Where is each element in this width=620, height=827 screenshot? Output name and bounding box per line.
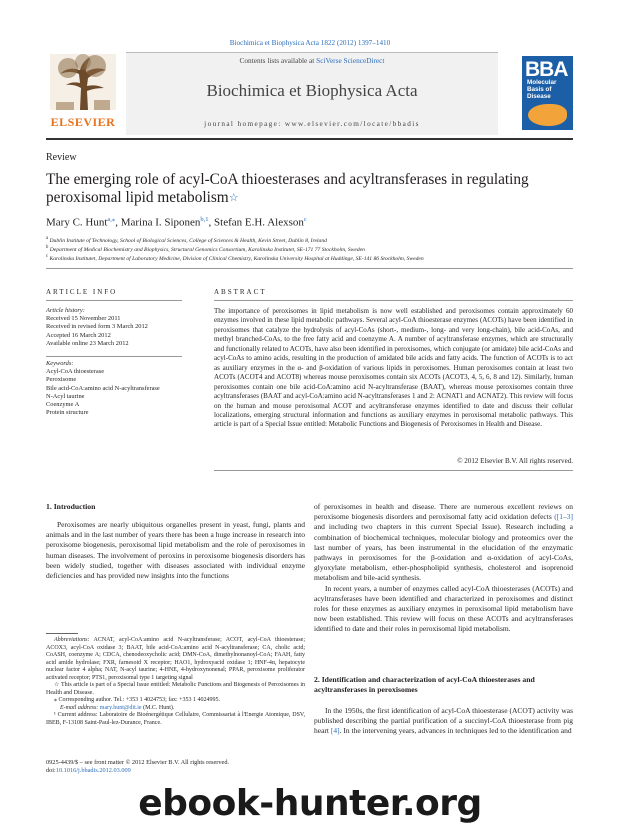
affiliation — [46, 245, 573, 253]
elsevier-tree-icon — [50, 54, 116, 110]
keyword: Coenzyme A — [46, 401, 80, 409]
email-note — [46, 705, 305, 713]
keywords-divider — [46, 356, 182, 357]
email-label: E-mail address: — [60, 704, 100, 711]
abstract-heading: ABSTRACT — [214, 288, 267, 296]
watermark-text: ebook-hunter.org — [138, 783, 482, 824]
author-affil-marker[interactable]: a,⁎ — [107, 216, 116, 223]
abbreviations-text: ACNAT, acyl-CoA:amino acid N-acyltransferase; ACOT, acyl-CoA thioesterase; ACOX3, acyl-CoA oxidase 3; BAAT, bile acid-CoA:amino acid N-acyltransferase; CA, cholic acid; CoASH, coenzyme A; CDCA, chenodeoxycholic acid; DMN-CoA, dimethylnonanoyl-CoA; FAAH, fatty acid amide hydrolase; FXR, farnesoid X receptor; HAO1, hydroxyacid oxidase 1; HNF-4α, hepatocyte nuclear factor 4 alpha; NAT, N-acyl taurine; 4-HNE, 4-hydroxynonenal; PPAR, peroxisome proliferator activated receptor; PTS1, peroxisomal type 1 targeting signal — [46, 637, 305, 681]
body-paragraph: In recent years, a number of enzymes called acyl-CoA thioesterases (ACOTs) and acyltransferases have been identified and characterized in peroxisomes and distinct roles for these enzymes as auxiliary enzymes in peroxisomal lipid metabolism have now been established. This review will focus on these ACOTs and acyltransferases identified to date and their roles in peroxisomal lipid metabolism. — [314, 583, 573, 634]
author-name[interactable]: Mary C. Hunt — [46, 216, 108, 229]
cover-subtitle — [527, 80, 556, 100]
journal-banner — [126, 52, 498, 135]
doi-label: doi: — [46, 767, 56, 774]
paragraph-text: of peroxisomes in health and disease. There are numerous excellent reviews on peroxisome biogenesis disorders and peroxisomal fatty acid oxidation defects — [314, 502, 573, 522]
section-2-paragraph — [314, 706, 573, 737]
cover-artwork — [528, 104, 567, 126]
reference-link[interactable]: ([1–3] — [554, 512, 573, 522]
introduction-paragraph — [46, 520, 305, 581]
affiliation-marker: c — [46, 254, 49, 259]
author-name[interactable]: Marina I. Siponen — [120, 216, 201, 229]
abstract-divider — [214, 300, 573, 301]
abstract-copyright: © 2012 Elsevier B.V. All rights reserved. — [457, 457, 573, 465]
author-affil-marker[interactable]: b,1 — [200, 216, 209, 223]
email-tail: (M.C. Hunt). — [141, 704, 175, 711]
current-address-note: ¹ Current address: Laboratoire de Bioénergétique Cellulaire, Commissariat à l'Energie Atomique, DSV, IBEB, F-13108 Saint-Paul-lez-Durance, France. — [46, 712, 305, 727]
affiliation-text: Department of Medical Biochemistry and Biophysics, Structural Genomics Consortium, Karolinska Institutet, SE-171 77 Stockholm, Sweden — [49, 246, 365, 253]
issn-line: 0925-4439/$ – see front matter © 2012 Elsevier B.V. All rights reserved. — [46, 759, 230, 766]
contents-line — [126, 56, 498, 65]
body-paragraph — [314, 502, 573, 584]
section-heading-identification: 2. Identification and characterization of acyl-CoA thioesterases and acyltransferases in peroxisomes — [314, 675, 535, 694]
article-title-text: The emerging role of acyl-CoA thioesterases and acyltransferases in regulating peroxisomal lipid metabolism — [46, 171, 529, 206]
reference-link[interactable]: [4] — [330, 726, 340, 736]
affiliation-marker: a — [46, 236, 49, 241]
title-star-icon[interactable]: ☆ — [228, 192, 239, 204]
article-title — [46, 171, 573, 207]
header-divider — [46, 138, 573, 140]
abstract-end-divider — [214, 470, 573, 471]
keywords-label: Keywords: — [46, 360, 74, 367]
corresponding-author-note: ⁎ Corresponding author. Tel.: +353 1 4024753; fax: +353 1 4024995. — [54, 697, 221, 704]
article-info-heading: ARTICLE INFO — [46, 288, 118, 296]
body-paragraph: Peroxisomes are nearly ubiquitous organelles present in yeast, fungi, plants and animals and in the last number of years there has been a huge increase in research into peroxisome biogenesis, peroxisomal lipid metabolism and the role of peroxisomes in human diseases. The involvement of peroxins in peroxisome biogenesis disorders has been widely studied, together with diseases associated with individual enzyme deficiencies and has provided new insights into the functions — [46, 520, 305, 581]
journal-name: Biochimica et Biophysica Acta — [206, 81, 418, 100]
paragraph-text: . In the intervening years, advances in techniques led to the identification and — [339, 726, 572, 736]
abstract-text: The importance of peroxisomes in lipid metabolism is now well established and peroxisomes contain approximately 60 enzymes involved in these lipid metabolic pathways. Several acyl-CoA thioesterase enzymes (ACOTs) have been identified in peroxisomes that catalyze the hydrolysis of acyl-CoAs (short-, medium-, long- and very long-chain), bile acid-CoAs, and methyl branched-CoAs, to the free fatty acid and coenzyme A. A number of acyltransferase enzymes, which are structurally and functionally related to ACOTs, have also been identified in peroxisomes, which conjugate (or amidate) bile acid-CoAs and acyl-CoAs to amino acids, resulting in the production of amidated bile acids and fatty acids. The function of ACOTs is to act as auxiliary enzymes in the α- and β-oxidation of various lipids in peroxisomes. Human peroxisomes contain at least two ACOTs (ACOT4 and ACOT8) whereas mouse peroxisomes contain six ACOTs (ACOT3, 4, 5, 6, 8 and 12). Similarly, human peroxisomes contain one bile acid-CoA:amino acid N-acyltransferase (BAAT), whereas mouse peroxisomes contain three acyltransferases (BAAT and acyl-CoA:amino acid N-acyltransferases 1 and 2: ACNAT1 and ACNAT2). This review will focus on the human and mouse peroxisomal ACOT and acyltransferase enzymes identified to date and discuss their cellular localizations, emerging structural information and functions as auxiliary enzymes in peroxisomal metabolic pathways. This article is part of a Special Issue entitled: Metabolic Functions and Biogenesis of Peroxisomes in Health and Disease. — [214, 307, 573, 429]
section-heading-introduction: 1. Introduction — [46, 502, 96, 511]
abbreviations-label: Abbreviations: — [54, 637, 90, 643]
history-item: Received 15 November 2011 — [46, 315, 121, 323]
abbreviations-note — [46, 637, 305, 682]
footnote-divider — [46, 633, 78, 634]
paragraph-text: In the 1950s, the first identification of acyl-CoA thioesterase (ACOT) activity was published describing the partial purification of a succinyl-CoA thioesterase from pig heart — [314, 706, 573, 736]
journal-citation[interactable]: Biochimica et Biophysica Acta 1822 (2012) 1397–1410 — [229, 39, 391, 47]
paragraph-text: and including two chapters in this current Special Issue). Research including a combination of biochemical techniques, molecular biology and proteomics over the last number of years, has been instrumental in the elucidation of the enzymatic pathways in peroxisomes for the β-oxidation and α-oxidation of acyl-CoAs, glyoxylate metabolism, ether-phospholipid synthesis, cholesterol and isoprenoid metabolism and bile-acid synthesis. — [314, 522, 573, 583]
keyword: Peroxisome — [46, 376, 77, 384]
affiliation-text: Karolinska Institutet, Department of Laboratory Medicine, Division of Clinical Chemistry, Karolinska University Hospital at Huddinge, SE-141 86 Stockholm, Sweden — [49, 255, 424, 262]
history-item: Accepted 16 March 2012 — [46, 331, 111, 339]
keyword: Protein structure — [46, 409, 89, 417]
author-separator: , — [208, 216, 215, 229]
journal-header — [46, 52, 573, 134]
journal-homepage[interactable]: journal homepage: www.elsevier.com/locate/bbadis — [204, 120, 420, 128]
contents-prefix: Contents lists available at — [239, 56, 317, 65]
affiliation-text: Dublin Institute of Technology, School of Biological Sciences, College of Sciences & Health, Kevin Street, Dublin 8, Ireland — [49, 237, 327, 244]
email-link[interactable]: mary.hunt@dit.ie — [99, 704, 142, 711]
cover-sub-line: Disease — [527, 92, 551, 100]
affiliation-divider — [46, 268, 573, 269]
keyword: Bile acid-CoA:amino acid N-acyltransferase — [46, 384, 160, 392]
article-type: Review — [46, 152, 77, 163]
footnotes — [46, 637, 305, 728]
cover-sub-line: Basis of — [527, 85, 552, 93]
elsevier-logo[interactable] — [46, 52, 120, 134]
article-history — [46, 307, 182, 348]
affiliation — [46, 236, 573, 244]
author-list — [46, 215, 307, 229]
history-label: Article history: — [46, 307, 85, 314]
journal-cover[interactable] — [522, 56, 573, 130]
article-info-divider — [46, 300, 182, 301]
author-separator: , — [115, 216, 121, 229]
sciencedirect-link[interactable]: SciVerse ScienceDirect — [316, 56, 385, 65]
elsevier-wordmark: ELSEVIER — [50, 115, 116, 129]
author-name[interactable]: Stefan E.H. Alexson — [214, 216, 304, 229]
doi-line — [46, 767, 131, 775]
author-affil-marker[interactable]: c — [303, 216, 307, 223]
history-item: Available online 23 March 2012 — [46, 339, 129, 347]
keywords — [46, 360, 182, 417]
doi-link[interactable]: 10.1016/j.bbadis.2012.03.009 — [55, 767, 131, 774]
keyword: N-Acyl taurine — [46, 392, 85, 400]
affiliation-marker: b — [46, 245, 49, 250]
cover-title: BBA — [525, 58, 568, 81]
right-column — [314, 502, 573, 635]
history-item: Received in revised form 3 March 2012 — [46, 323, 148, 331]
affiliation — [46, 254, 573, 262]
keyword: Acyl-CoA thioesterase — [46, 368, 105, 376]
body-paragraph — [314, 706, 573, 737]
cover-sub-line: Molecular — [527, 79, 557, 86]
special-issue-note: ☆ This article is part of a Special Issue entitled: Metabolic Functions and Biogenesis of Peroxisomes in Health and Disease. — [46, 682, 305, 696]
